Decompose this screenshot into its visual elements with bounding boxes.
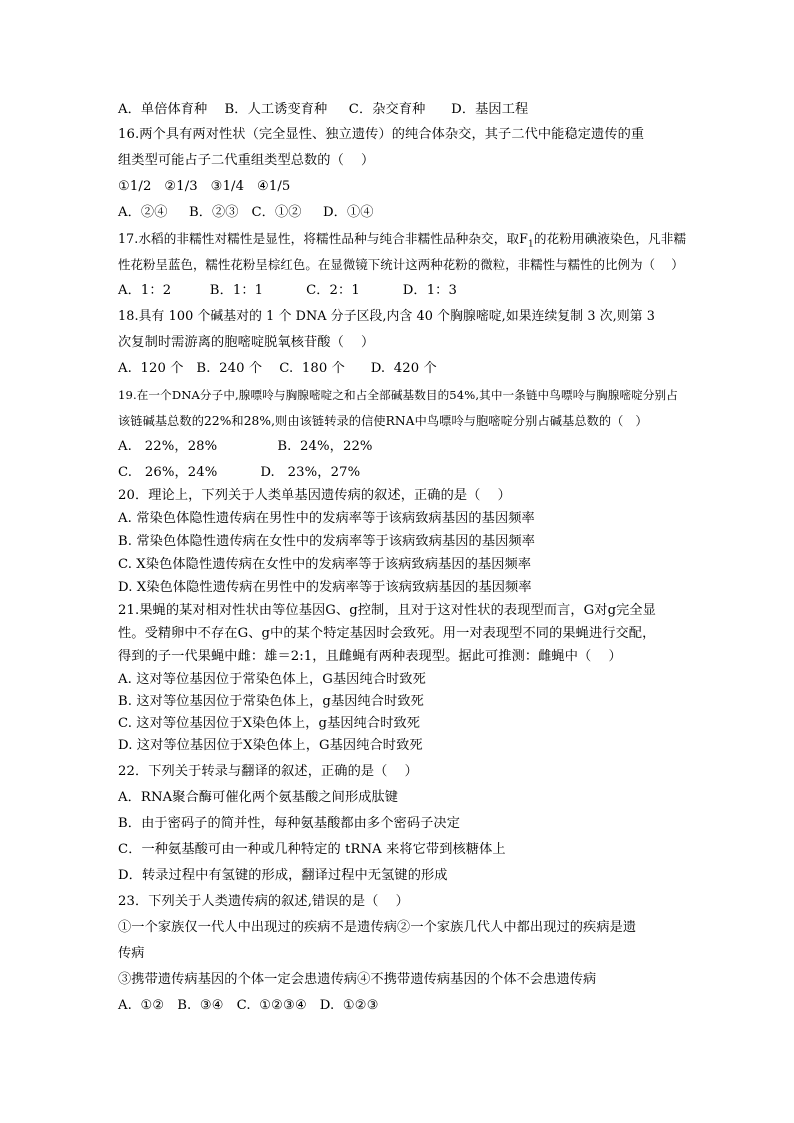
q21-option-b: B. 这对等位基因位于常染色体上，g基因纯合时致死 xyxy=(118,694,424,709)
q15-options: A．单倍体育种 B．人工诱变育种 C．杂交育种 D．基因工程 xyxy=(118,102,529,117)
q22-option-c: C．一种氨基酸可由一种或几种特定的 tRNA 来将它带到核糖体上 xyxy=(118,842,506,857)
q16-choices: ①1/2 ②1/3 ③1/4 ④1/5 xyxy=(118,179,291,194)
q23-stem: 23．下列关于人类遗传病的叙述,错误的是（ ） xyxy=(118,894,409,909)
q22-option-a: A．RNA聚合酶可催化两个氨基酸之间形成肽键 xyxy=(118,790,399,805)
q21-option-a: A. 这对等位基因位于常染色体上，G基因纯合时致死 xyxy=(118,672,426,687)
q19-options-ab: A. 22%，28% B. 24%，22% xyxy=(118,439,373,454)
q16-stem-line1: 16.两个具有两对性状（完全显性、独立遗传）的纯合体杂交，其子二代中能稳定遗传的重 xyxy=(118,127,645,142)
q20-option-d: D. X染色体隐性遗传病在男性中的发病率等于该病致病基因的基因频率 xyxy=(118,580,532,595)
q23-options: A. ①② B. ③④ C. ①②③④ D. ①②③ xyxy=(118,998,379,1013)
q17-stem-line2: 性花粉呈蓝色，糯性花粉呈棕红色。在显微镜下统计这两种花粉的微粒，非糯性与糯性的比例为（ ） xyxy=(118,257,684,272)
q19-stem-line2: 该链碱基总数的22%和28%,则由该链转录的信使RNA中鸟嘌呤与胞嘧啶分别占碱基总数的（ ） xyxy=(118,414,648,428)
q18-stem-line1: 18.具有 100 个碱基对的 1 个 DNA 分子区段,内含 40 个胸腺嘧啶,如果连续复制 3 次,则第 3 xyxy=(118,309,656,324)
q20-stem: 20．理论上，下列关于人类单基因遗传病的叙述，正确的是（ ） xyxy=(118,488,511,503)
q17-options: A．1：2 B．1：1 C．2：1 D．1：3 xyxy=(118,283,457,298)
q19-options-cd: C. 26%，24% D. 23%，27% xyxy=(118,465,361,480)
q21-stem-line1: 21.果蝇的某对相对性状由等位基因G、g控制，且对于这对性状的表现型而言，G对g完全显 xyxy=(118,603,656,618)
q23-statement-line2: 传病 xyxy=(118,946,145,961)
q21-stem-line3: 得到的子一代果蝇中雌：雄＝2:1，且雌蝇有两种表现型。据此可推测：雌蝇中（ ） xyxy=(118,649,622,664)
q16-options: A．②④ B．②③ C．①② D．①④ xyxy=(118,205,374,220)
q21-stem-line2: 性。受精卵中不存在G、g中的某个特定基因时会致死。用一对表现型不同的果蝇进行交配， xyxy=(118,626,656,641)
q21-option-d: D. 这对等位基因位于X染色体上，G基因纯合时致死 xyxy=(118,738,423,753)
q22-stem: 22．下列关于转录与翻译的叙述，正确的是（ ） xyxy=(118,764,418,779)
q21-option-c: C. 这对等位基因位于X染色体上，g基因纯合时致死 xyxy=(118,716,421,731)
q18-stem-line2: 次复制时需游离的胞嘧啶脱氧核苷酸（ ） xyxy=(118,335,375,350)
q17-stem-line1: 17.水稻的非糯性对糯性是显性，将糯性品种与纯合非糯性品种杂交，取$F_1$的花粉用碘液染色，凡非糯 xyxy=(118,231,687,250)
q22-option-b: B．由于密码子的简并性，每种氨基酸都由多个密码子决定 xyxy=(118,816,460,831)
q20-option-a: A. 常染色体隐性遗传病在男性中的发病率等于该病致病基因的基因频率 xyxy=(118,511,535,526)
q16-stem-line2: 组类型可能占子二代重组类型总数的（ ） xyxy=(118,153,375,168)
q20-option-b: B. 常染色体隐性遗传病在女性中的发病率等于该病致病基因的基因频率 xyxy=(118,534,535,549)
q18-options: A. 120 个 B. 240 个 C. 180 个 D. 420 个 xyxy=(118,361,437,376)
q23-statement-line1: ①一个家族仅一代人中出现过的疾病不是遗传病②一个家族几代人中都出现过的疾病是遗 xyxy=(118,920,637,935)
q19-stem-line1: 19.在一个DNA分子中,腺嘌呤与胸腺嘧啶之和占全部碱基数目的54%,其中一条链中鸟嘌呤与胸腺嘧啶分别占 xyxy=(118,388,678,402)
q20-option-c: C. X染色体隐性遗传病在女性中的发病率等于该病致病基因的基因频率 xyxy=(118,557,532,572)
q22-option-d: D．转录过程中有氢键的形成，翻译过程中无氢键的形成 xyxy=(118,868,448,883)
q23-statement-line3: ③携带遗传病基因的个体一定会患遗传病④不携带遗传病基因的个体不会患遗传病 xyxy=(118,972,597,987)
